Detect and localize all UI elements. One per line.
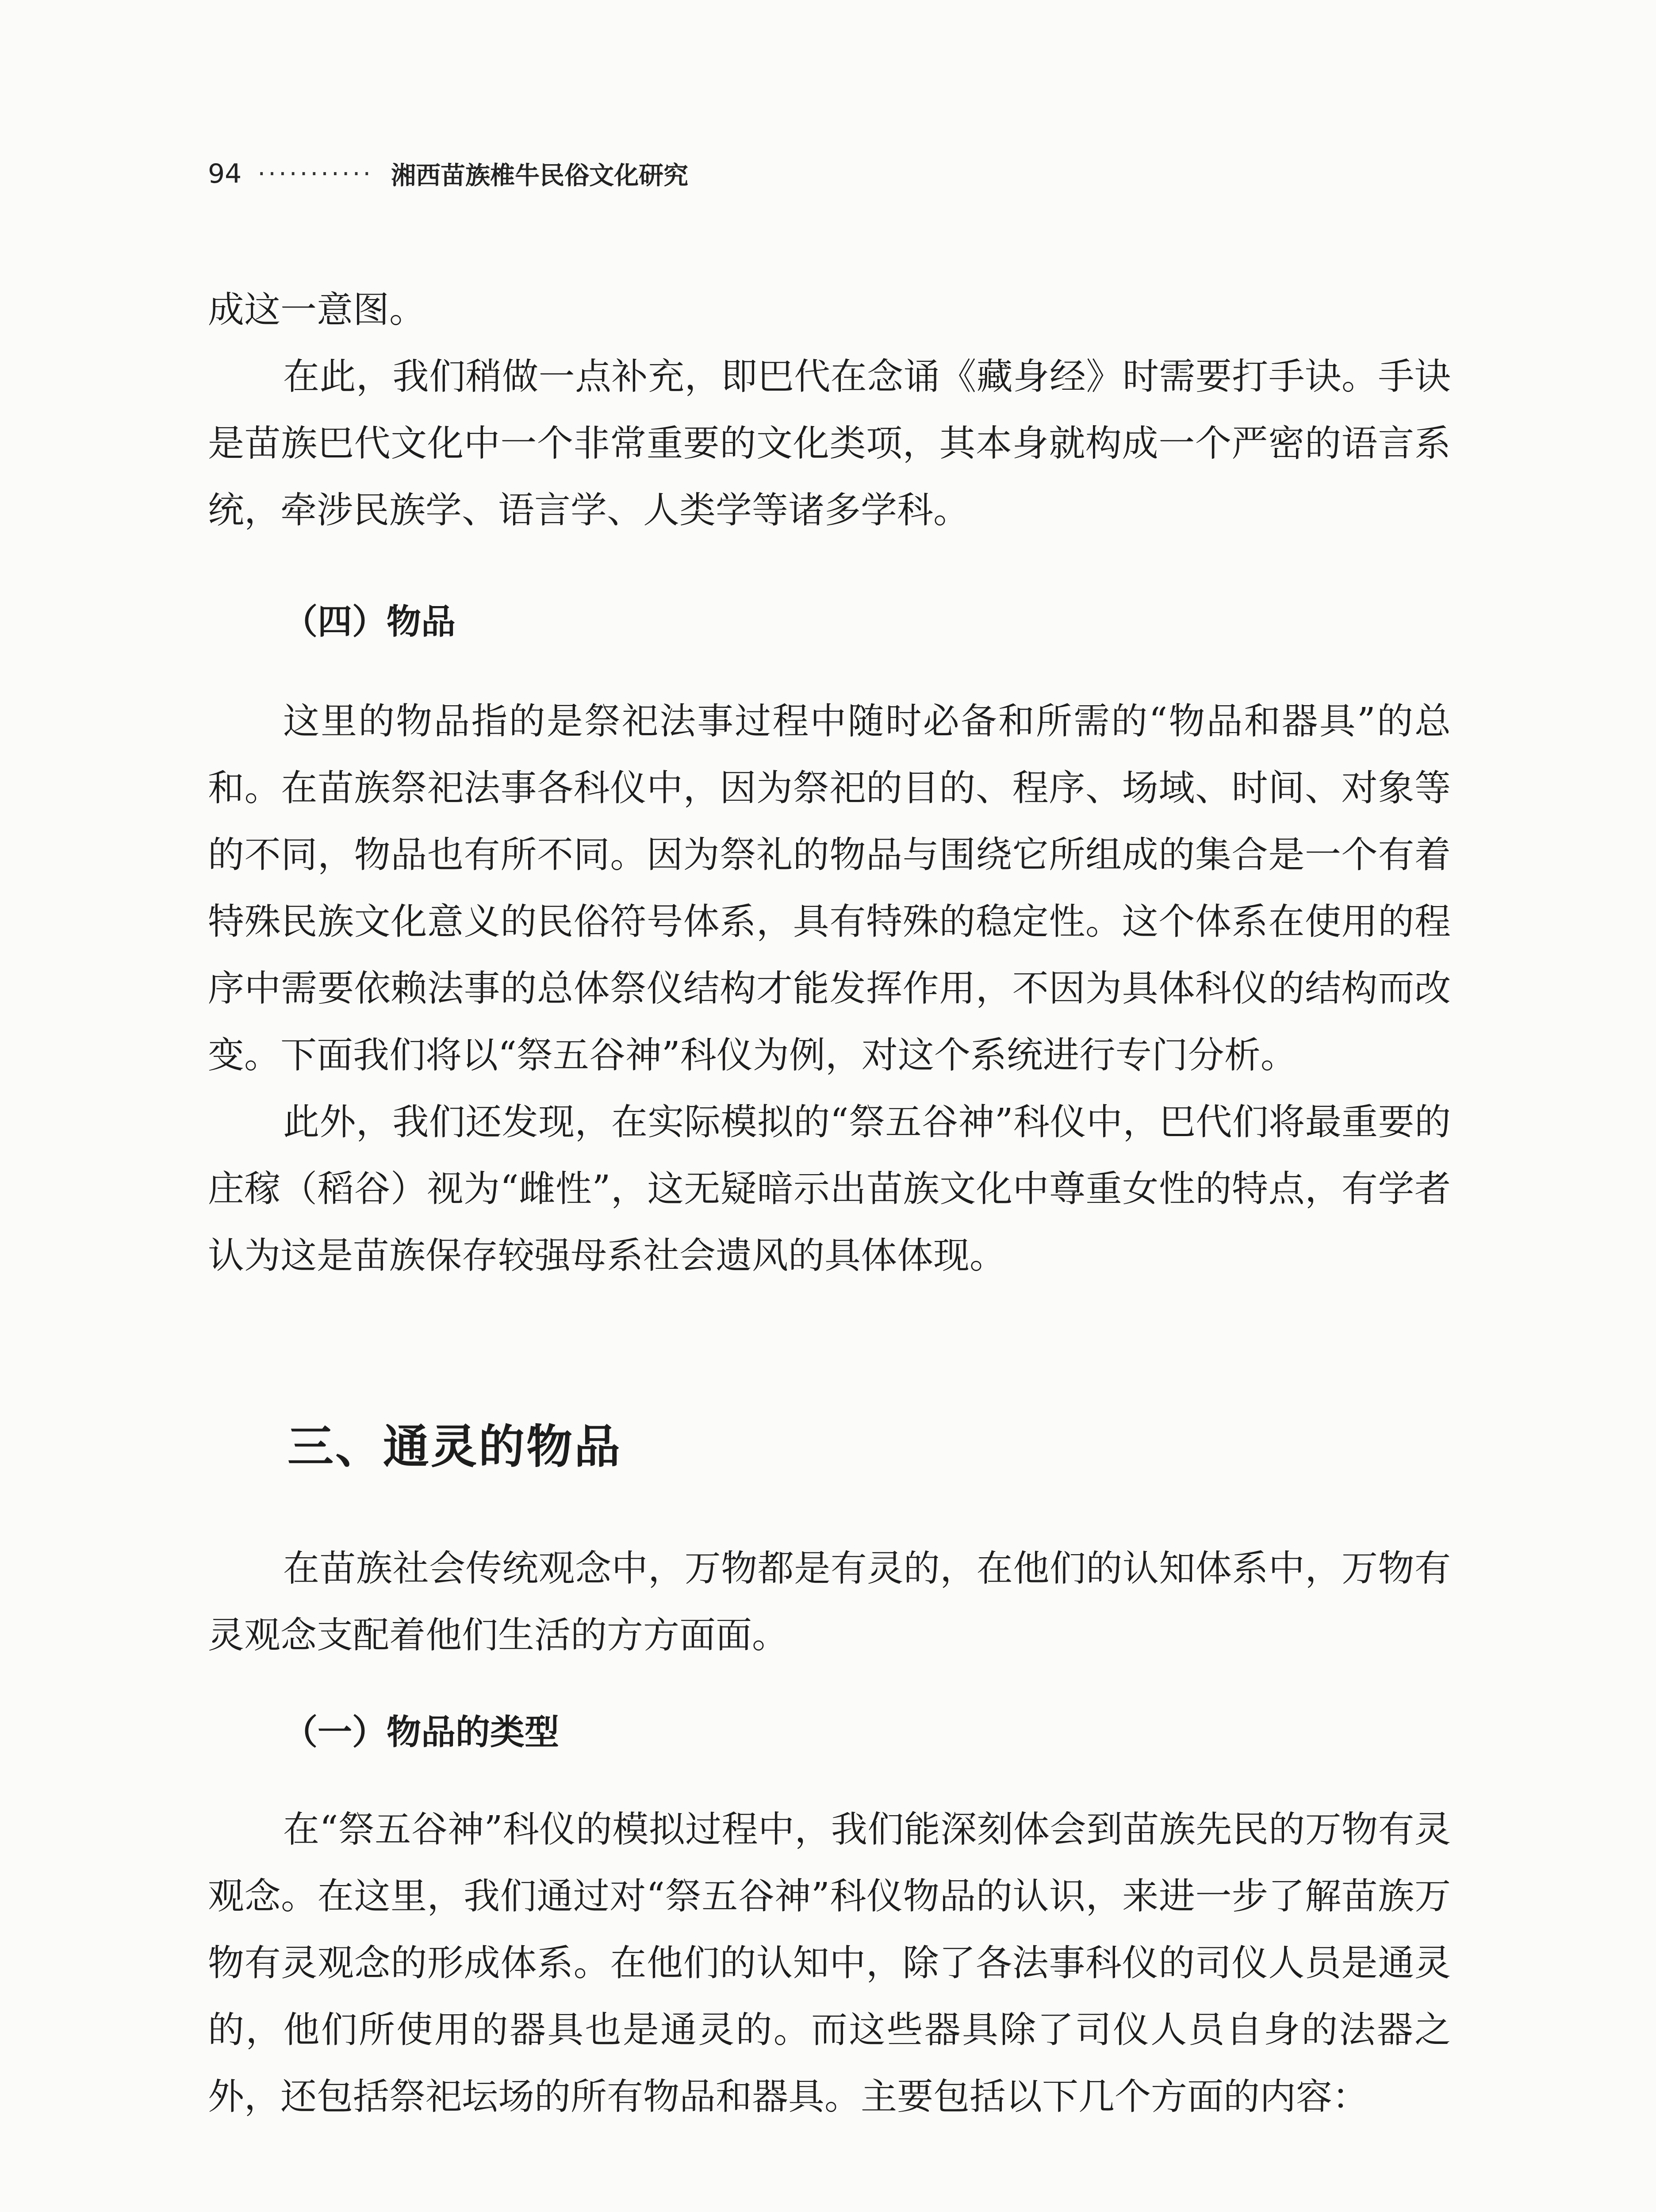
header-dot-leader: ··········· [257,159,374,188]
subsection-heading-one: （一）物品的类型 [283,1712,560,1752]
subsection-heading-four: （四）物品 [283,602,456,642]
text-block-types [208,1796,1451,2130]
paragraph: 在苗族社会传统观念中，万物都是有灵的，在他们的认知体系中，万物有灵观念支配着他们生活的方方面面。 [208,1548,1451,1656]
paragraph: 此外，我们还发现，在实际模拟的“祭五谷神”科仪中，巴代们将最重要的庄稼（稻谷）视为“雌性”，这无疑暗示出苗族文化中尊重女性的特点，有学者认为这是苗族保存较强母系社会遗风的具体体现。 [208,1101,1451,1277]
page-number: 94 [208,158,242,189]
paragraph: 这里的物品指的是祭祀法事过程中随时必备和所需的“物品和器具”的总和。在苗族祭祀法事各科仪中，因为祭祀的目的、程序、场域、时间、对象等的不同，物品也有所不同。因为祭礼的物品与围绕它所组成的集合是一个有着特殊民族文化意义的民俗符号体系，具有特殊的稳定性。这个体系在使用的程序中需要依赖法事的总体祭仪结构才能发挥作用，不因为具体科仪的结构而改变。下面我们将以“祭五谷神”科仪为例，对这个系统进行专门分析。 [208,700,1451,1076]
running-title: 湘西苗族椎牛民俗文化研究 [391,161,689,190]
section-heading-three: 三、通灵的物品 [288,1420,622,1474]
page-header [208,154,688,194]
paragraph: 在“祭五谷神”科仪的模拟过程中，我们能深刻体会到苗族先民的万物有灵观念。在这里，我们通过对“祭五谷神”科仪物品的认识，来进一步了解苗族万物有灵观念的形成体系。在他们的认知中，除了各法事科仪的司仪人员是通灵的，他们所使用的器具也是通灵的。而这些器具除了司仪人员自身的法器之外，还包括祭祀坛场的所有物品和器具。主要包括以下几个方面的内容： [208,1809,1451,2118]
text-block-section-intro [208,1535,1451,1669]
paragraph: 成这一意图。 [208,289,426,331]
text-block-items [208,688,1451,1289]
text-block-intro [208,276,1451,544]
paragraph: 在此，我们稍做一点补充，即巴代在念诵《藏身经》时需要打手诀。手诀是苗族巴代文化中一个非常重要的文化类项，其本身就构成一个严密的语言系统，牵涉民族学、语言学、人类学等诸多学科。 [208,356,1451,531]
